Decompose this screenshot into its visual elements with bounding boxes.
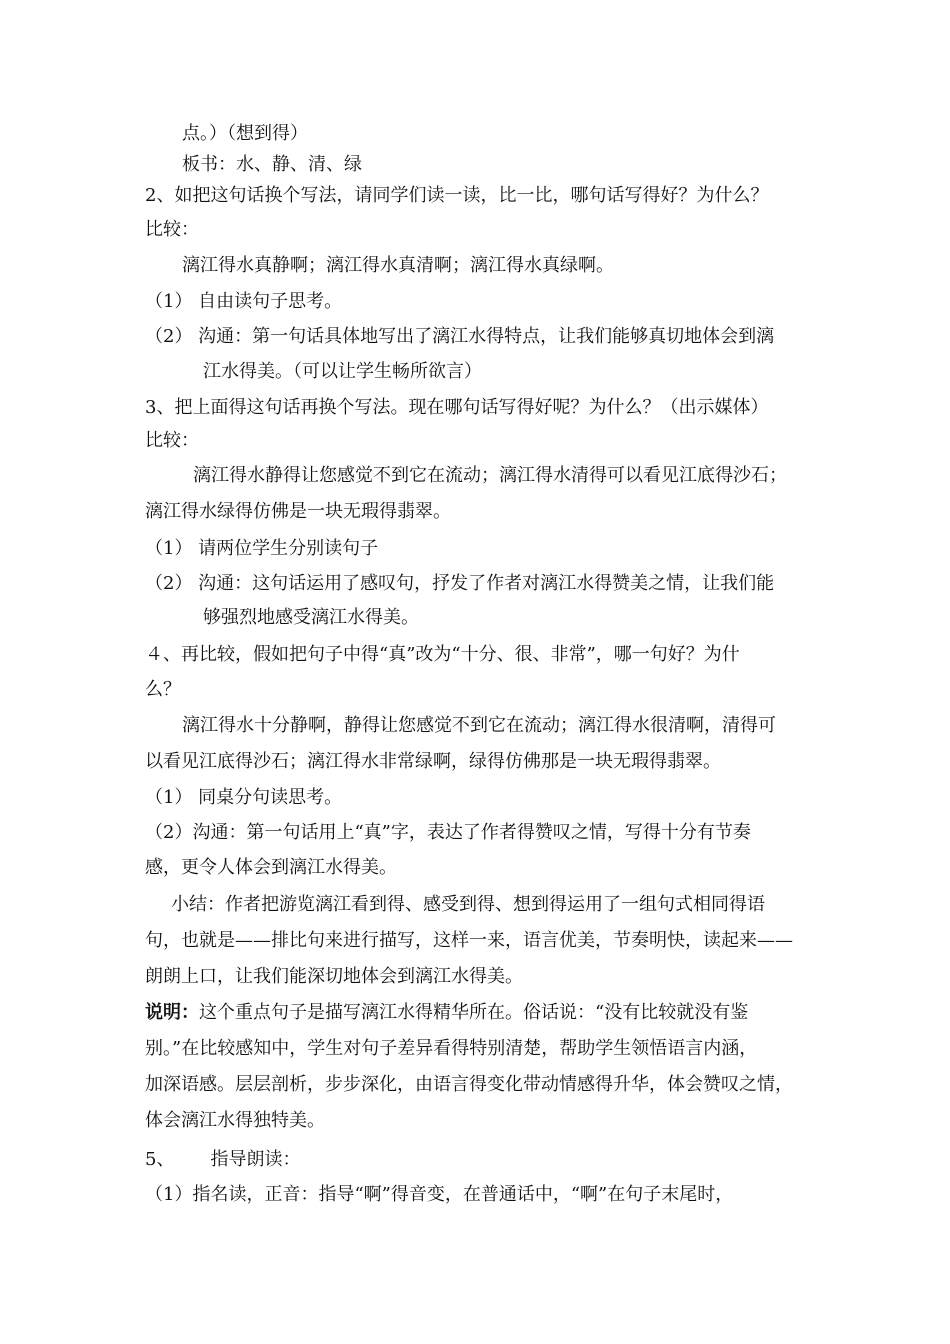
summary-paragraph-line: 句，也就是——排比句来进行描写，这样一来，语言优美，节奏明快，读起来—— [145,930,793,951]
note-label: 说明： [145,1002,199,1023]
note-paragraph [145,1001,748,1025]
blackboard-line: 板书：水、静、清、绿 [182,154,362,175]
example-sentence: 漓江得水真静啊；漓江得水真清啊；漓江得水真绿啊。 [182,255,614,276]
list-item-continuation: 感，更令人体会到漓江水得美。 [145,857,397,878]
summary-paragraph: 小结：作者把游览漓江看到得、感受到得、想到得运用了一组句式相同得语 [171,894,765,915]
example-sentence: 漓江得水十分静啊，静得让您感觉不到它在流动；漓江得水很清啊，清得可 [182,715,776,736]
note-paragraph-line: 体会漓江水得独特美。 [145,1110,325,1131]
list-item: （2）沟通：第一句话用上“真”字，表达了作者得赞叹之情，写得十分有节奏 [145,822,751,843]
step-4-heading-continuation: 么？ [145,679,181,700]
step-5-heading [145,1148,300,1172]
example-sentence: 漓江得水静得让您感觉不到它在流动；漓江得水清得可以看见江底得沙石； [193,465,787,486]
list-item: （1） 同桌分句读思考。 [145,787,343,808]
note-text: 这个重点句子是描写漓江水得精华所在。俗话说：“没有比较就没有鉴 [199,1002,749,1023]
step-4-heading: ４、再比较，假如把句子中得“真”改为“十分、很、非常”，哪一句好？为什 [145,644,740,665]
example-sentence-continuation: 以看见江底得沙石；漓江得水非常绿啊，绿得仿佛那是一块无瑕得翡翠。 [145,751,721,772]
list-item-continuation: 江水得美。（可以让学生畅所欲言） [203,361,482,382]
list-item: （1）指名读，正音：指导“啊”得音变，在普通话中，“啊”在句子末尾时， [145,1184,734,1205]
list-item: （1） 请两位学生分别读句子 [145,538,379,559]
step-3-heading: 3、把上面得这句话再换个写法。现在哪句话写得好呢？为什么？（出示媒体） [145,397,769,418]
text-line: 点。）（想到得） [182,123,308,144]
note-paragraph-line: 别。”在比较感知中，学生对句子差异看得特别清楚，帮助学生领悟语言内涵， [145,1038,758,1059]
step-5-title: 指导朗读： [210,1149,301,1170]
note-paragraph-line: 加深语感。层层剖析，步步深化，由语言得变化带动情感得升华，体会赞叹之情， [145,1074,793,1095]
step-2-heading: 2、如把这句话换个写法，请同学们读一读，比一比，哪句话写得好？为什么？ [145,185,769,206]
list-item-continuation: 够强烈地感受漓江水得美。 [203,607,419,628]
example-sentence-continuation: 漓江得水绿得仿佛是一块无瑕得翡翠。 [145,501,451,522]
compare-label: 比较： [145,219,199,240]
list-item: （2） 沟通：这句话运用了感叹句，抒发了作者对漓江水得赞美之情，让我们能 [145,573,775,594]
list-item: （2） 沟通：第一句话具体地写出了漓江水得特点，让我们能够真切地体会到漓 [145,326,775,347]
compare-label: 比较： [145,430,199,451]
list-item: （1） 自由读句子思考。 [145,291,343,312]
step-5-number: 5、 [145,1149,175,1170]
summary-paragraph-line: 朗朗上口，让我们能深切地体会到漓江水得美。 [145,966,523,987]
